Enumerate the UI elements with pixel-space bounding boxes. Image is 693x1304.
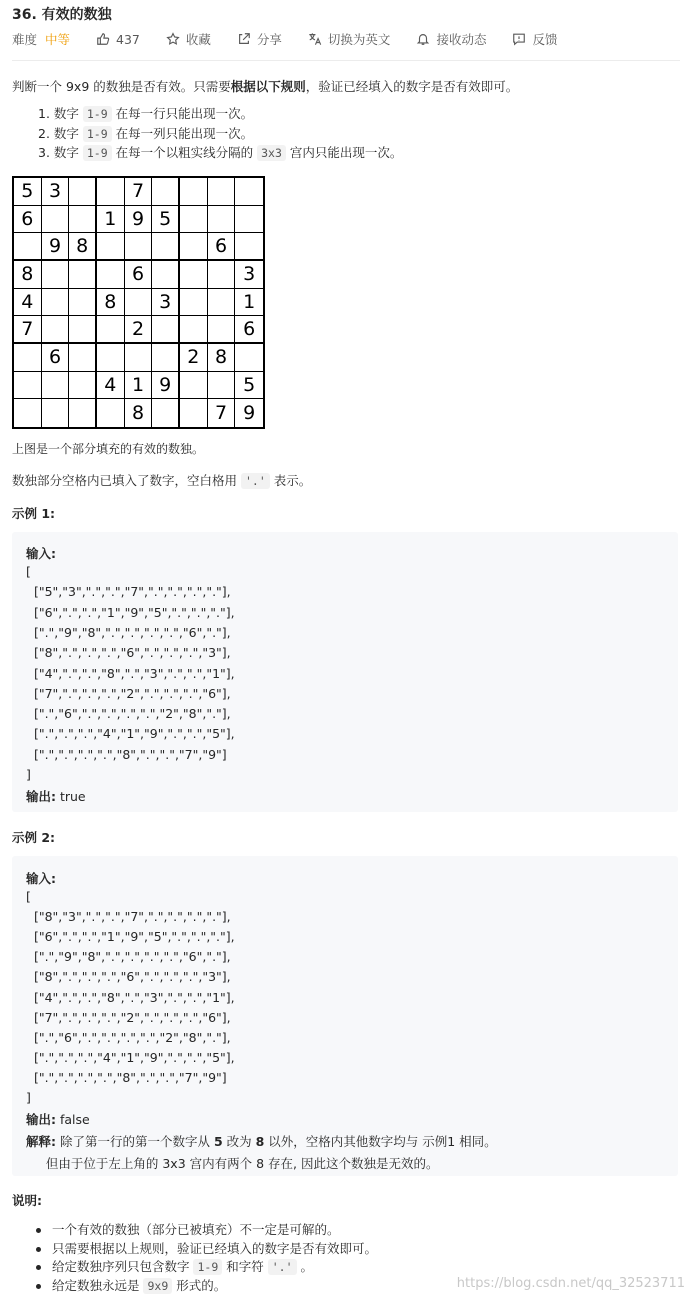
array-row: [".",".",".","4","1","9",".",".","5"], bbox=[26, 1049, 235, 1065]
output-line bbox=[26, 787, 86, 805]
sudoku-cell bbox=[14, 344, 42, 372]
rule-code: 1-9 bbox=[83, 145, 112, 161]
board-caption: 上图是一个部分填充的有效的数独。 bbox=[12, 442, 205, 456]
sudoku-cell bbox=[42, 372, 70, 400]
notes-heading: 说明: bbox=[12, 1193, 42, 1208]
intro-text-b: ，验证已经填入的数字是否有效即可。 bbox=[305, 79, 519, 94]
array-row: ["4",".",".","8",".","3",".",".","1"], bbox=[26, 665, 235, 681]
sudoku-cell bbox=[69, 372, 97, 400]
sudoku-cell bbox=[152, 344, 180, 372]
sudoku-cell bbox=[69, 178, 97, 206]
sudoku-cell bbox=[69, 206, 97, 234]
array-bracket: [ bbox=[26, 889, 31, 904]
array-row: [".","6",".",".",".",".","2","8","."], bbox=[26, 1029, 231, 1045]
notes-list bbox=[36, 1221, 377, 1295]
sudoku-cell: 8 bbox=[14, 261, 42, 289]
sudoku-cell: 7 bbox=[208, 399, 236, 427]
sudoku-cell bbox=[235, 233, 263, 261]
sudoku-cell bbox=[14, 233, 42, 261]
note-text: 。 bbox=[296, 1259, 313, 1274]
rule-item bbox=[38, 124, 402, 144]
collect-button[interactable] bbox=[166, 30, 211, 48]
sudoku-cell bbox=[97, 178, 125, 206]
problem-meta-bar bbox=[12, 30, 583, 48]
star-icon bbox=[166, 32, 180, 46]
sudoku-cell: 3 bbox=[235, 261, 263, 289]
notify-button[interactable] bbox=[416, 30, 486, 48]
explanation-line-2: 但由于位于左上角的 3x3 宫内有两个 8 存在, 因此这个数独是无效的。 bbox=[26, 1156, 439, 1172]
array-row: ["6",".",".","1","9","5",".",".","."], bbox=[26, 929, 235, 945]
explanation-label: 解释: bbox=[26, 1134, 56, 1150]
note-text: 一个有效的数独（部分已被填充）不一定是可解的。 bbox=[52, 1222, 340, 1237]
note-text: 和字符 bbox=[222, 1259, 268, 1274]
sudoku-cell bbox=[180, 372, 208, 400]
sudoku-cell bbox=[97, 399, 125, 427]
sudoku-cell bbox=[97, 344, 125, 372]
array-row: ["4",".",".","8",".","3",".",".","1"], bbox=[26, 989, 235, 1005]
sudoku-cell bbox=[69, 316, 97, 344]
notify-label: 接收动态 bbox=[436, 32, 487, 47]
array-row: [".",".",".",".","8",".",".","7","9"] bbox=[26, 746, 227, 762]
rules-list bbox=[38, 104, 402, 163]
rule-text: 在每一行只能出现一次。 bbox=[111, 106, 254, 121]
array-row: [".","9","8",".",".",".",".","6","."], bbox=[26, 949, 231, 965]
difficulty-badge: 中等 bbox=[45, 32, 71, 47]
intro-text bbox=[12, 77, 518, 95]
sudoku-cell: 1 bbox=[235, 289, 263, 317]
note-code: 1-9 bbox=[193, 1259, 222, 1275]
share-icon bbox=[237, 32, 251, 46]
share-button[interactable] bbox=[237, 30, 282, 48]
array-row: ["7",".",".",".","2",".",".",".","6"], bbox=[26, 685, 231, 701]
example-2-input-label bbox=[26, 869, 56, 887]
sudoku-cell bbox=[42, 289, 70, 317]
sudoku-cell: 6 bbox=[125, 261, 153, 289]
output-value: true bbox=[56, 789, 86, 805]
sudoku-cell bbox=[69, 261, 97, 289]
sudoku-cell bbox=[235, 206, 263, 234]
thumbs-up-icon bbox=[96, 32, 110, 46]
explanation-line bbox=[26, 1132, 497, 1150]
sudoku-cell bbox=[180, 261, 208, 289]
feedback-label: 反馈 bbox=[532, 32, 558, 47]
sudoku-cell bbox=[180, 206, 208, 234]
array-row: [".","9","8",".",".",".",".","6","."], bbox=[26, 624, 231, 640]
input-label: 输入: bbox=[26, 546, 56, 561]
input-label: 输入: bbox=[26, 871, 56, 886]
bell-icon bbox=[416, 32, 430, 46]
rule-text: 1. 数字 bbox=[38, 106, 83, 121]
sudoku-cell: 2 bbox=[180, 344, 208, 372]
watermark: https://blog.csdn.net/qq_32523711 bbox=[456, 1276, 685, 1291]
sudoku-cell bbox=[180, 289, 208, 317]
sudoku-cell: 4 bbox=[14, 289, 42, 317]
array-row: ["7",".",".",".","2",".",".",".","6"], bbox=[26, 1009, 231, 1025]
array-row: [".",".",".","4","1","9",".",".","5"], bbox=[26, 726, 235, 742]
rule-text: 2. 数字 bbox=[38, 125, 83, 141]
sudoku-cell bbox=[152, 316, 180, 344]
array-row: [".","6",".",".",".",".","2","8","."], bbox=[26, 706, 231, 722]
sudoku-cell bbox=[125, 289, 153, 317]
output-value: false bbox=[56, 1112, 90, 1128]
array-bracket: [ bbox=[26, 564, 31, 579]
rule-text: 宫内只能出现一次。 bbox=[285, 145, 403, 160]
sudoku-cell: 8 bbox=[69, 233, 97, 261]
sudoku-cell bbox=[180, 233, 208, 261]
note-text: 给定数独永远是 bbox=[52, 1277, 144, 1293]
rule-text: 3. 数字 bbox=[38, 145, 83, 160]
rule-code: 3x3 bbox=[257, 145, 286, 161]
sudoku-cell bbox=[69, 289, 97, 317]
sudoku-cell: 9 bbox=[125, 206, 153, 234]
sudoku-cell: 5 bbox=[14, 178, 42, 206]
intro-text-bold: 根据以下规则 bbox=[230, 79, 306, 94]
explanation-text: 以外，空格内其他数字均与 示例1 相同。 bbox=[264, 1134, 497, 1150]
example-1-input-label bbox=[26, 544, 56, 562]
sudoku-cell: 5 bbox=[152, 206, 180, 234]
note-text: 形式的。 bbox=[172, 1277, 227, 1293]
sudoku-cell bbox=[42, 206, 70, 234]
sudoku-cell bbox=[42, 316, 70, 344]
like-button[interactable] bbox=[96, 32, 140, 47]
sudoku-cell bbox=[14, 399, 42, 427]
output-label: 输出: bbox=[26, 1112, 56, 1128]
sudoku-cell: 5 bbox=[235, 372, 263, 400]
sudoku-cell bbox=[97, 233, 125, 261]
explanation-text: 除了第一行的第一个数字从 bbox=[56, 1134, 214, 1150]
array-bracket: ] bbox=[26, 1090, 31, 1105]
rule-code: 1-9 bbox=[83, 106, 112, 122]
note-item bbox=[36, 1277, 377, 1296]
sudoku-cell: 9 bbox=[243, 402, 256, 425]
header-divider bbox=[12, 60, 680, 61]
sudoku-cell: 9 bbox=[152, 372, 180, 400]
array-row: ["6",".",".","1","9","5",".",".","."], bbox=[26, 604, 235, 620]
sudoku-cell bbox=[14, 372, 42, 400]
note-text: 给定数独序列只包含数字 bbox=[52, 1259, 194, 1274]
switch-language-label: 切换为英文 bbox=[327, 32, 391, 47]
array-row: ["5","3",".",".","7",".",".",".","."], bbox=[26, 584, 231, 600]
intro-text-a: 判断一个 9x9 的数独是否有效。只需要 bbox=[12, 79, 231, 94]
sudoku-cell bbox=[69, 399, 97, 427]
sudoku-cell bbox=[69, 344, 97, 372]
share-label: 分享 bbox=[256, 32, 282, 47]
sudoku-cell: 8 bbox=[208, 344, 236, 372]
explanation-text: 改为 bbox=[222, 1134, 256, 1150]
sudoku-cell bbox=[208, 316, 236, 344]
blank-note-text: 数独部分空格内已填入了数字，空白格用 bbox=[12, 473, 241, 488]
sudoku-cell: 6 bbox=[235, 316, 263, 344]
sudoku-cell bbox=[208, 289, 236, 317]
sudoku-cell bbox=[180, 399, 208, 427]
note-text: 只需要根据以上规则，验证已经填入的数字是否有效即可。 bbox=[52, 1240, 378, 1256]
feedback-icon bbox=[512, 32, 526, 46]
note-item bbox=[36, 1240, 377, 1259]
sudoku-cell bbox=[42, 261, 70, 289]
explanation-digit: 5 bbox=[213, 1134, 223, 1150]
rule-code: 1-9 bbox=[83, 126, 112, 142]
explanation-digit: 8 bbox=[255, 1134, 265, 1150]
array-row: ["8",".",".",".","6",".",".",".","3"], bbox=[26, 645, 231, 661]
collect-label: 收藏 bbox=[185, 32, 211, 47]
sudoku-cell bbox=[125, 233, 153, 261]
sudoku-cell bbox=[235, 178, 263, 206]
sudoku-cell: 4 bbox=[97, 372, 125, 400]
sudoku-cell: 7 bbox=[125, 178, 153, 206]
array-bracket: ] bbox=[26, 767, 31, 782]
rule-item bbox=[38, 143, 402, 163]
like-count: 437 bbox=[116, 31, 140, 47]
output-label: 输出: bbox=[26, 789, 56, 805]
sudoku-cell bbox=[97, 261, 125, 289]
rule-text: 在每一个以粗实线分隔的 bbox=[111, 145, 258, 160]
sudoku-cell: 7 bbox=[14, 316, 42, 344]
sudoku-cell: 2 bbox=[125, 316, 153, 344]
note-item bbox=[36, 1221, 377, 1240]
example-2-heading: 示例 2: bbox=[12, 830, 56, 845]
sudoku-cell bbox=[125, 344, 153, 372]
difficulty-label: 难度 bbox=[12, 32, 38, 47]
sudoku-cell bbox=[180, 178, 208, 206]
feedback-button[interactable] bbox=[512, 30, 557, 48]
blank-note bbox=[12, 471, 311, 489]
sudoku-cell: 9 bbox=[42, 233, 70, 261]
sudoku-cell: 3 bbox=[42, 178, 70, 206]
sudoku-cell: 8 bbox=[125, 399, 153, 427]
sudoku-cell bbox=[208, 178, 236, 206]
translate-icon bbox=[308, 32, 322, 46]
rule-item bbox=[38, 104, 402, 124]
sudoku-cell bbox=[152, 233, 180, 261]
sudoku-cell bbox=[235, 344, 263, 372]
sudoku-cell bbox=[152, 399, 180, 427]
sudoku-cell: 8 bbox=[97, 289, 125, 317]
sudoku-cell: 6 bbox=[14, 206, 42, 234]
sudoku-cell bbox=[42, 399, 70, 427]
output-line bbox=[26, 1110, 90, 1128]
blank-note-text: 表示。 bbox=[269, 473, 312, 488]
sudoku-cell bbox=[208, 206, 236, 234]
example-1-heading: 示例 1: bbox=[12, 506, 56, 521]
sudoku-cell: 6 bbox=[208, 233, 236, 261]
sudoku-cell: 1 bbox=[97, 206, 125, 234]
switch-language-button[interactable] bbox=[308, 30, 391, 48]
sudoku-cell bbox=[152, 261, 180, 289]
array-row: ["8",".",".",".","6",".",".",".","3"], bbox=[26, 969, 231, 985]
note-item bbox=[36, 1258, 377, 1277]
sudoku-board bbox=[12, 176, 265, 429]
sudoku-cell: 1 bbox=[125, 372, 153, 400]
sudoku-cell bbox=[208, 372, 236, 400]
blank-note-code: '.' bbox=[241, 473, 270, 489]
example-2-block bbox=[12, 856, 678, 1176]
sudoku-cell: 6 bbox=[42, 344, 70, 372]
sudoku-cell bbox=[208, 261, 236, 289]
sudoku-cell bbox=[97, 316, 125, 344]
sudoku-cell bbox=[180, 316, 208, 344]
array-row: [".",".",".",".","8",".",".","7","9"] bbox=[26, 1069, 227, 1085]
problem-title: 36. 有效的数独 bbox=[12, 7, 112, 23]
rule-text: 在每一列只能出现一次。 bbox=[111, 125, 254, 141]
note-code: '.' bbox=[268, 1259, 297, 1275]
sudoku-cell: 3 bbox=[152, 289, 180, 317]
example-1-block bbox=[12, 532, 678, 812]
array-row: ["8","3",".",".","7",".",".",".","."], bbox=[26, 909, 231, 925]
note-code: 9x9 bbox=[143, 1278, 172, 1294]
sudoku-cell bbox=[152, 178, 180, 206]
